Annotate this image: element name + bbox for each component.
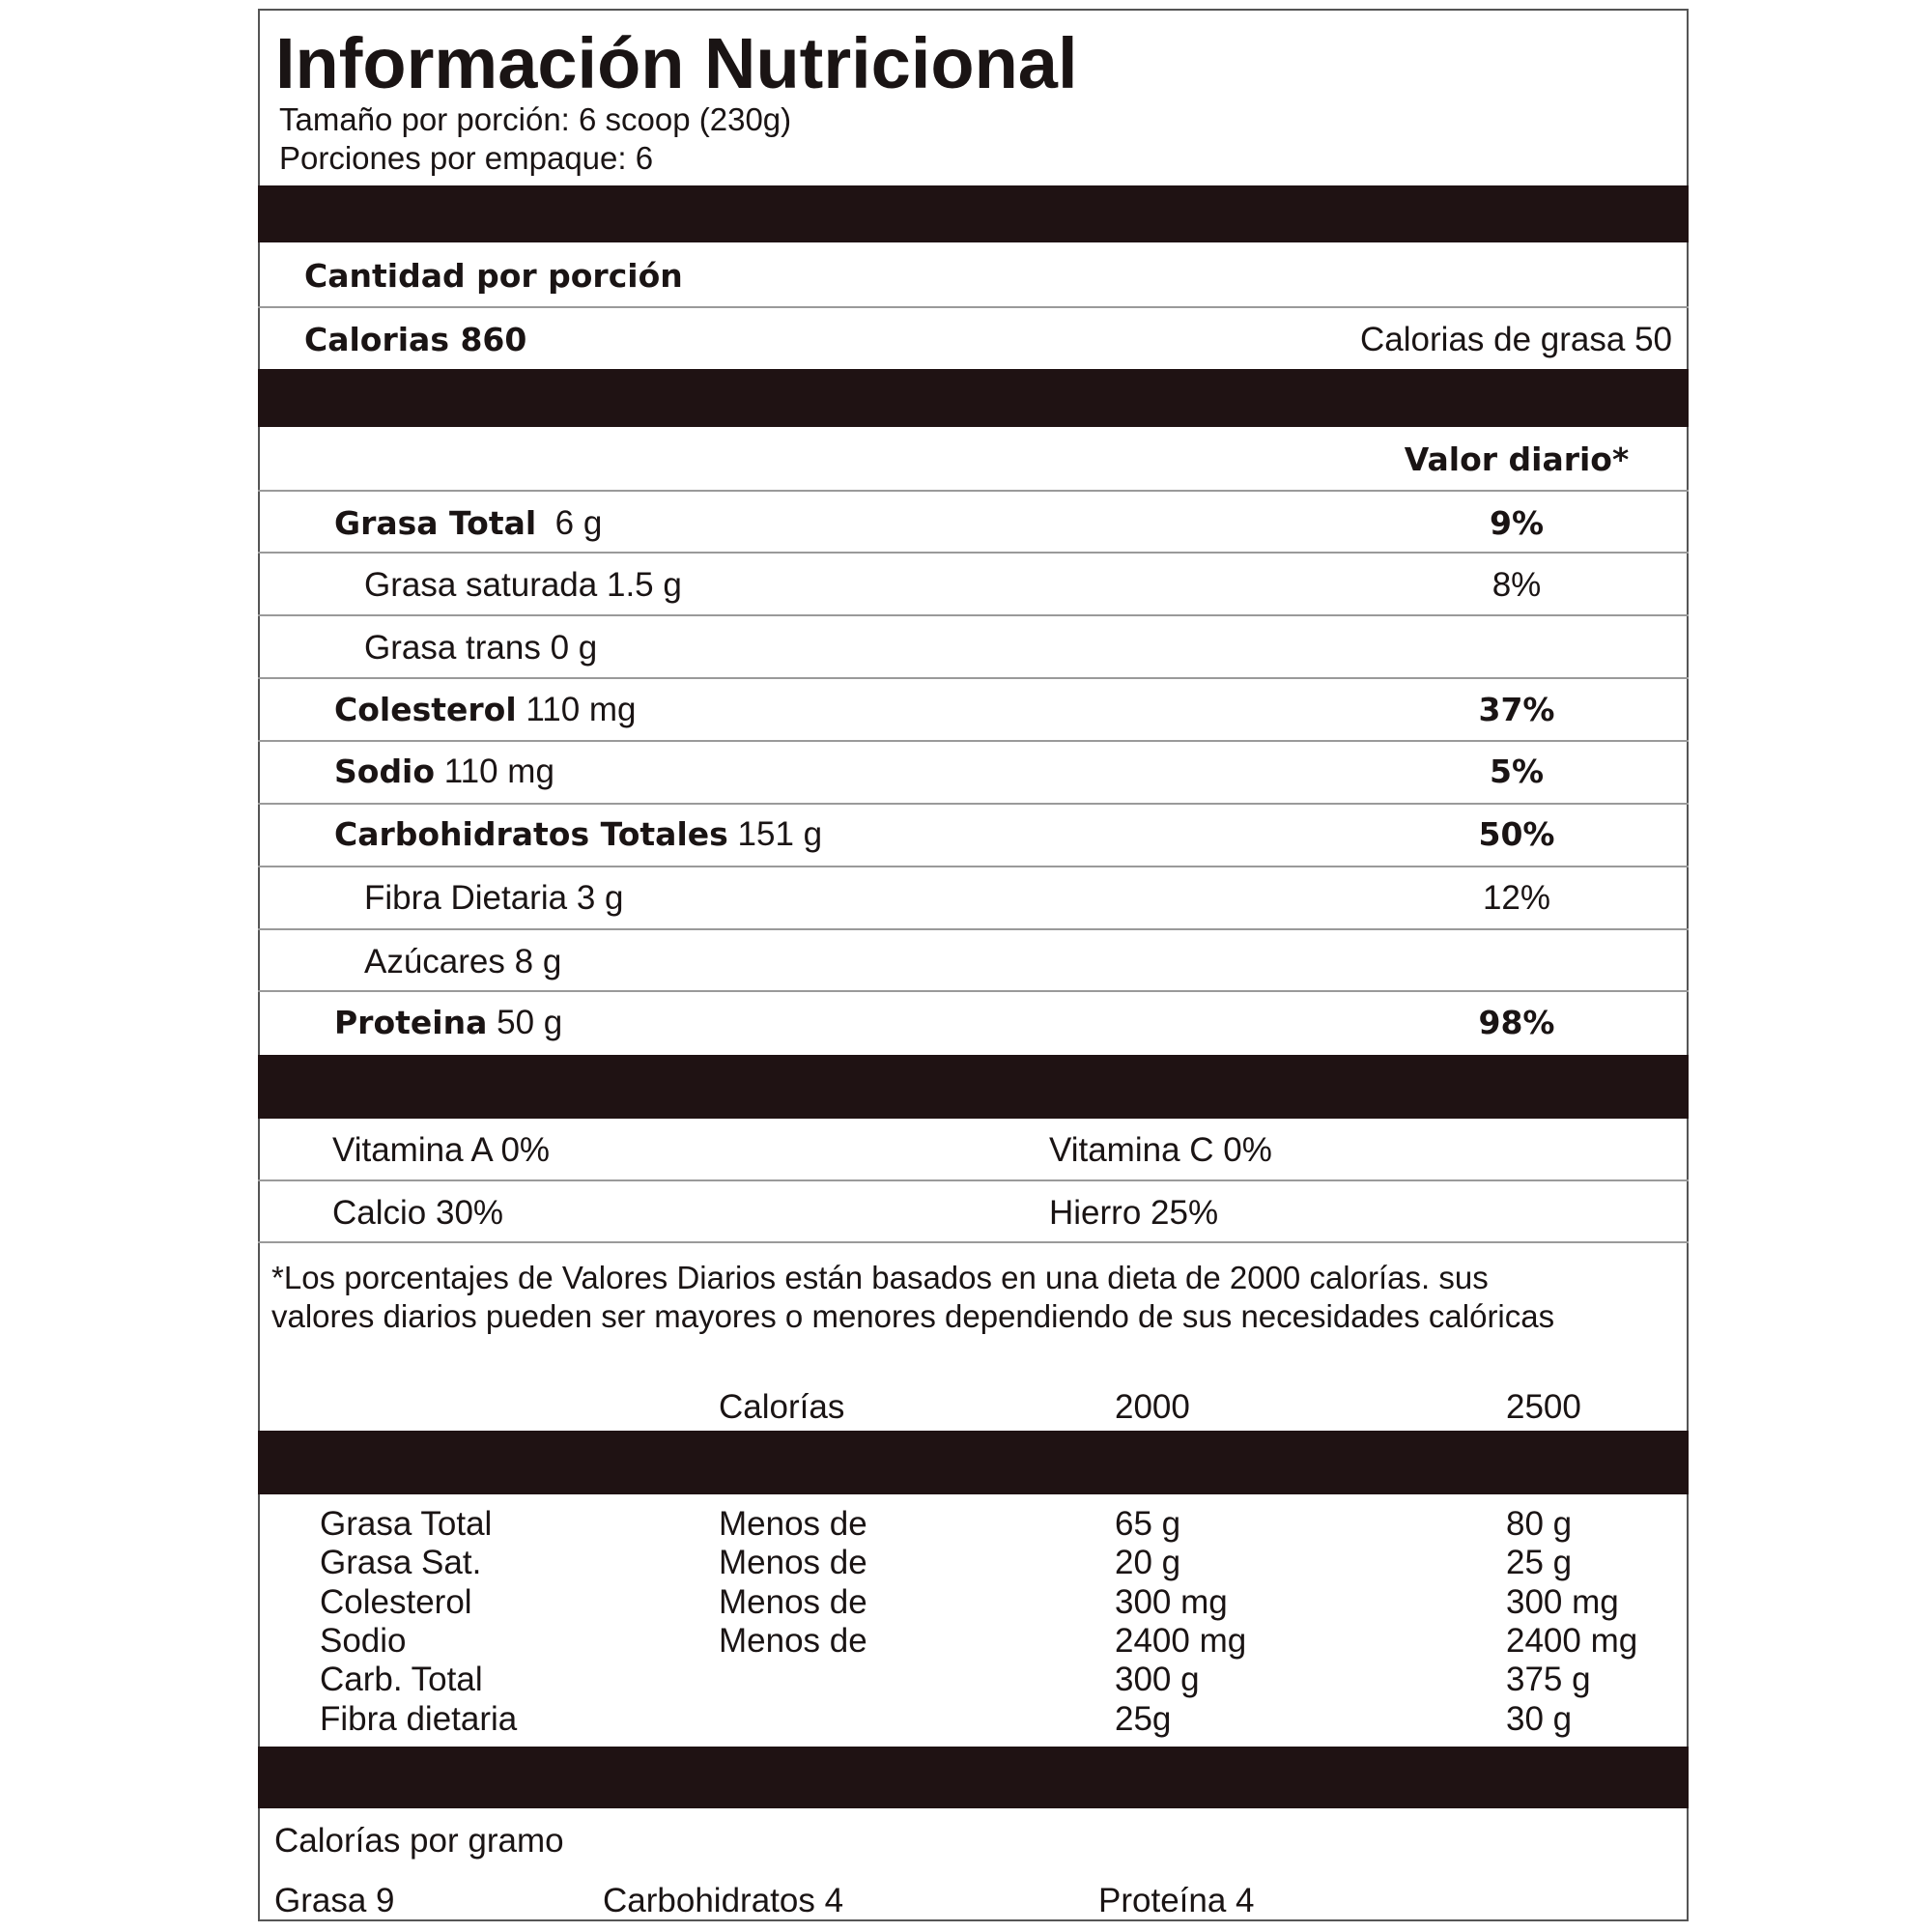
nutrient-row (334, 691, 637, 729)
fat-calories: Calorias de grasa 50 (1360, 321, 1672, 358)
nutrient-pct: 9% (1489, 504, 1545, 542)
nutrient-amount: 50 g (497, 1004, 563, 1041)
serving-size: Tamaño por porción: 6 scoop (230g) (279, 101, 792, 137)
daily-value-header: Valor diario* (1404, 440, 1630, 478)
ref-cell: Grasa Total (320, 1505, 493, 1543)
divider (258, 740, 1689, 742)
servings-per-container: Porciones por empaque: 6 (279, 140, 654, 176)
nutrient-row (334, 1004, 562, 1042)
nutrient-amount: 8 g (514, 943, 562, 980)
divider (258, 490, 1689, 492)
nutrient-amount: 110 mg (443, 753, 554, 790)
ref-cell: 25 g (1506, 1544, 1573, 1581)
ref-cell: 30 g (1506, 1700, 1573, 1738)
ref-cell: Grasa Sat. (320, 1544, 482, 1581)
calories: Calorias 860 (304, 321, 527, 358)
iron: Hierro 25% (1049, 1194, 1219, 1232)
divider (258, 677, 1689, 679)
ref-cell: Menos de (719, 1583, 867, 1621)
nutrient-name: Grasa Total (334, 504, 537, 542)
ref-cell: Menos de (719, 1544, 867, 1581)
nutrient-amount: 6 g (554, 504, 603, 542)
ref-cell: 300 mg (1506, 1583, 1619, 1621)
ref-cell: 25g (1115, 1700, 1172, 1738)
nutrient-row (334, 815, 822, 854)
fat-per-gram: Grasa 9 (274, 1882, 395, 1919)
divider-band (258, 369, 1689, 427)
nutrient-pct: 50% (1478, 815, 1555, 853)
nutrient-name: Azúcares (364, 943, 505, 980)
nutrient-amount: 1.5 g (606, 566, 682, 604)
nutrient-pct: 98% (1478, 1004, 1555, 1041)
nutrient-name: Fibra Dietaria (364, 879, 568, 917)
ref-header: Calorías (719, 1388, 845, 1426)
divider-band (258, 1431, 1689, 1494)
protein-per-gram: Proteína 4 (1098, 1882, 1255, 1919)
ref-cell: Sodio (320, 1622, 407, 1660)
divider-band (258, 1747, 1689, 1808)
ref-header: 2500 (1506, 1388, 1581, 1426)
nutrient-name: Sodio (334, 753, 436, 790)
nutrient-row (364, 566, 682, 605)
ref-cell: 2400 mg (1115, 1622, 1247, 1660)
nutrient-amount: 0 g (550, 629, 598, 667)
calories-per-gram-label: Calorías por gramo (274, 1822, 564, 1860)
ref-header: 2000 (1115, 1388, 1190, 1426)
divider (258, 803, 1689, 805)
footnote-line: valores diarios pueden ser mayores o menores dependiendo de sus necesidades calóricas (271, 1298, 1555, 1334)
divider-band (258, 1055, 1689, 1119)
nutrient-amount: 110 mg (526, 691, 637, 728)
ref-cell: Carb. Total (320, 1661, 483, 1698)
nutrient-name: Grasa trans (364, 629, 541, 667)
ref-cell: 375 g (1506, 1661, 1591, 1698)
divider (258, 306, 1689, 308)
amount-per-serving: Cantidad por porción (304, 257, 683, 295)
ref-cell: 20 g (1115, 1544, 1181, 1581)
title: Información Nutricional (275, 23, 1078, 103)
divider (258, 1241, 1689, 1243)
nutrient-row (334, 753, 554, 791)
divider (258, 866, 1689, 867)
nutrient-row (364, 629, 597, 668)
divider-band (258, 185, 1689, 242)
divider (258, 552, 1689, 554)
ref-cell: Fibra dietaria (320, 1700, 518, 1738)
ref-cell: 65 g (1115, 1505, 1181, 1543)
ref-cell: 300 g (1115, 1661, 1200, 1698)
divider (258, 928, 1689, 930)
divider (258, 990, 1689, 992)
nutrient-row (364, 943, 561, 981)
nutrient-pct: 8% (1492, 566, 1542, 604)
nutrient-amount: 151 g (737, 815, 823, 853)
nutrient-pct: 5% (1489, 753, 1545, 790)
footnote-line: *Los porcentajes de Valores Diarios están basados en una dieta de 2000 calorías. sus (271, 1260, 1489, 1295)
ref-cell: 2400 mg (1506, 1622, 1638, 1660)
ref-cell: 80 g (1506, 1505, 1573, 1543)
nutrient-row (334, 504, 602, 543)
nutrient-name: Colesterol (334, 691, 517, 728)
nutrient-pct: 37% (1478, 691, 1555, 728)
vitamin-a: Vitamina A 0% (332, 1131, 551, 1169)
ref-cell: Colesterol (320, 1583, 472, 1621)
divider (258, 1179, 1689, 1181)
divider (258, 614, 1689, 616)
nutrient-name: Proteina (334, 1004, 488, 1041)
nutrient-row (364, 879, 623, 918)
nutrient-name: Grasa saturada (364, 566, 598, 604)
ref-cell: Menos de (719, 1505, 867, 1543)
nutrient-pct: 12% (1482, 879, 1551, 917)
nutrient-amount: 3 g (576, 879, 624, 917)
ref-cell: Menos de (719, 1622, 867, 1660)
calcium: Calcio 30% (332, 1194, 504, 1232)
carbs-per-gram: Carbohidratos 4 (603, 1882, 844, 1919)
vitamin-c: Vitamina C 0% (1049, 1131, 1272, 1169)
ref-cell: 300 mg (1115, 1583, 1228, 1621)
nutrient-name: Carbohidratos Totales (334, 815, 728, 853)
